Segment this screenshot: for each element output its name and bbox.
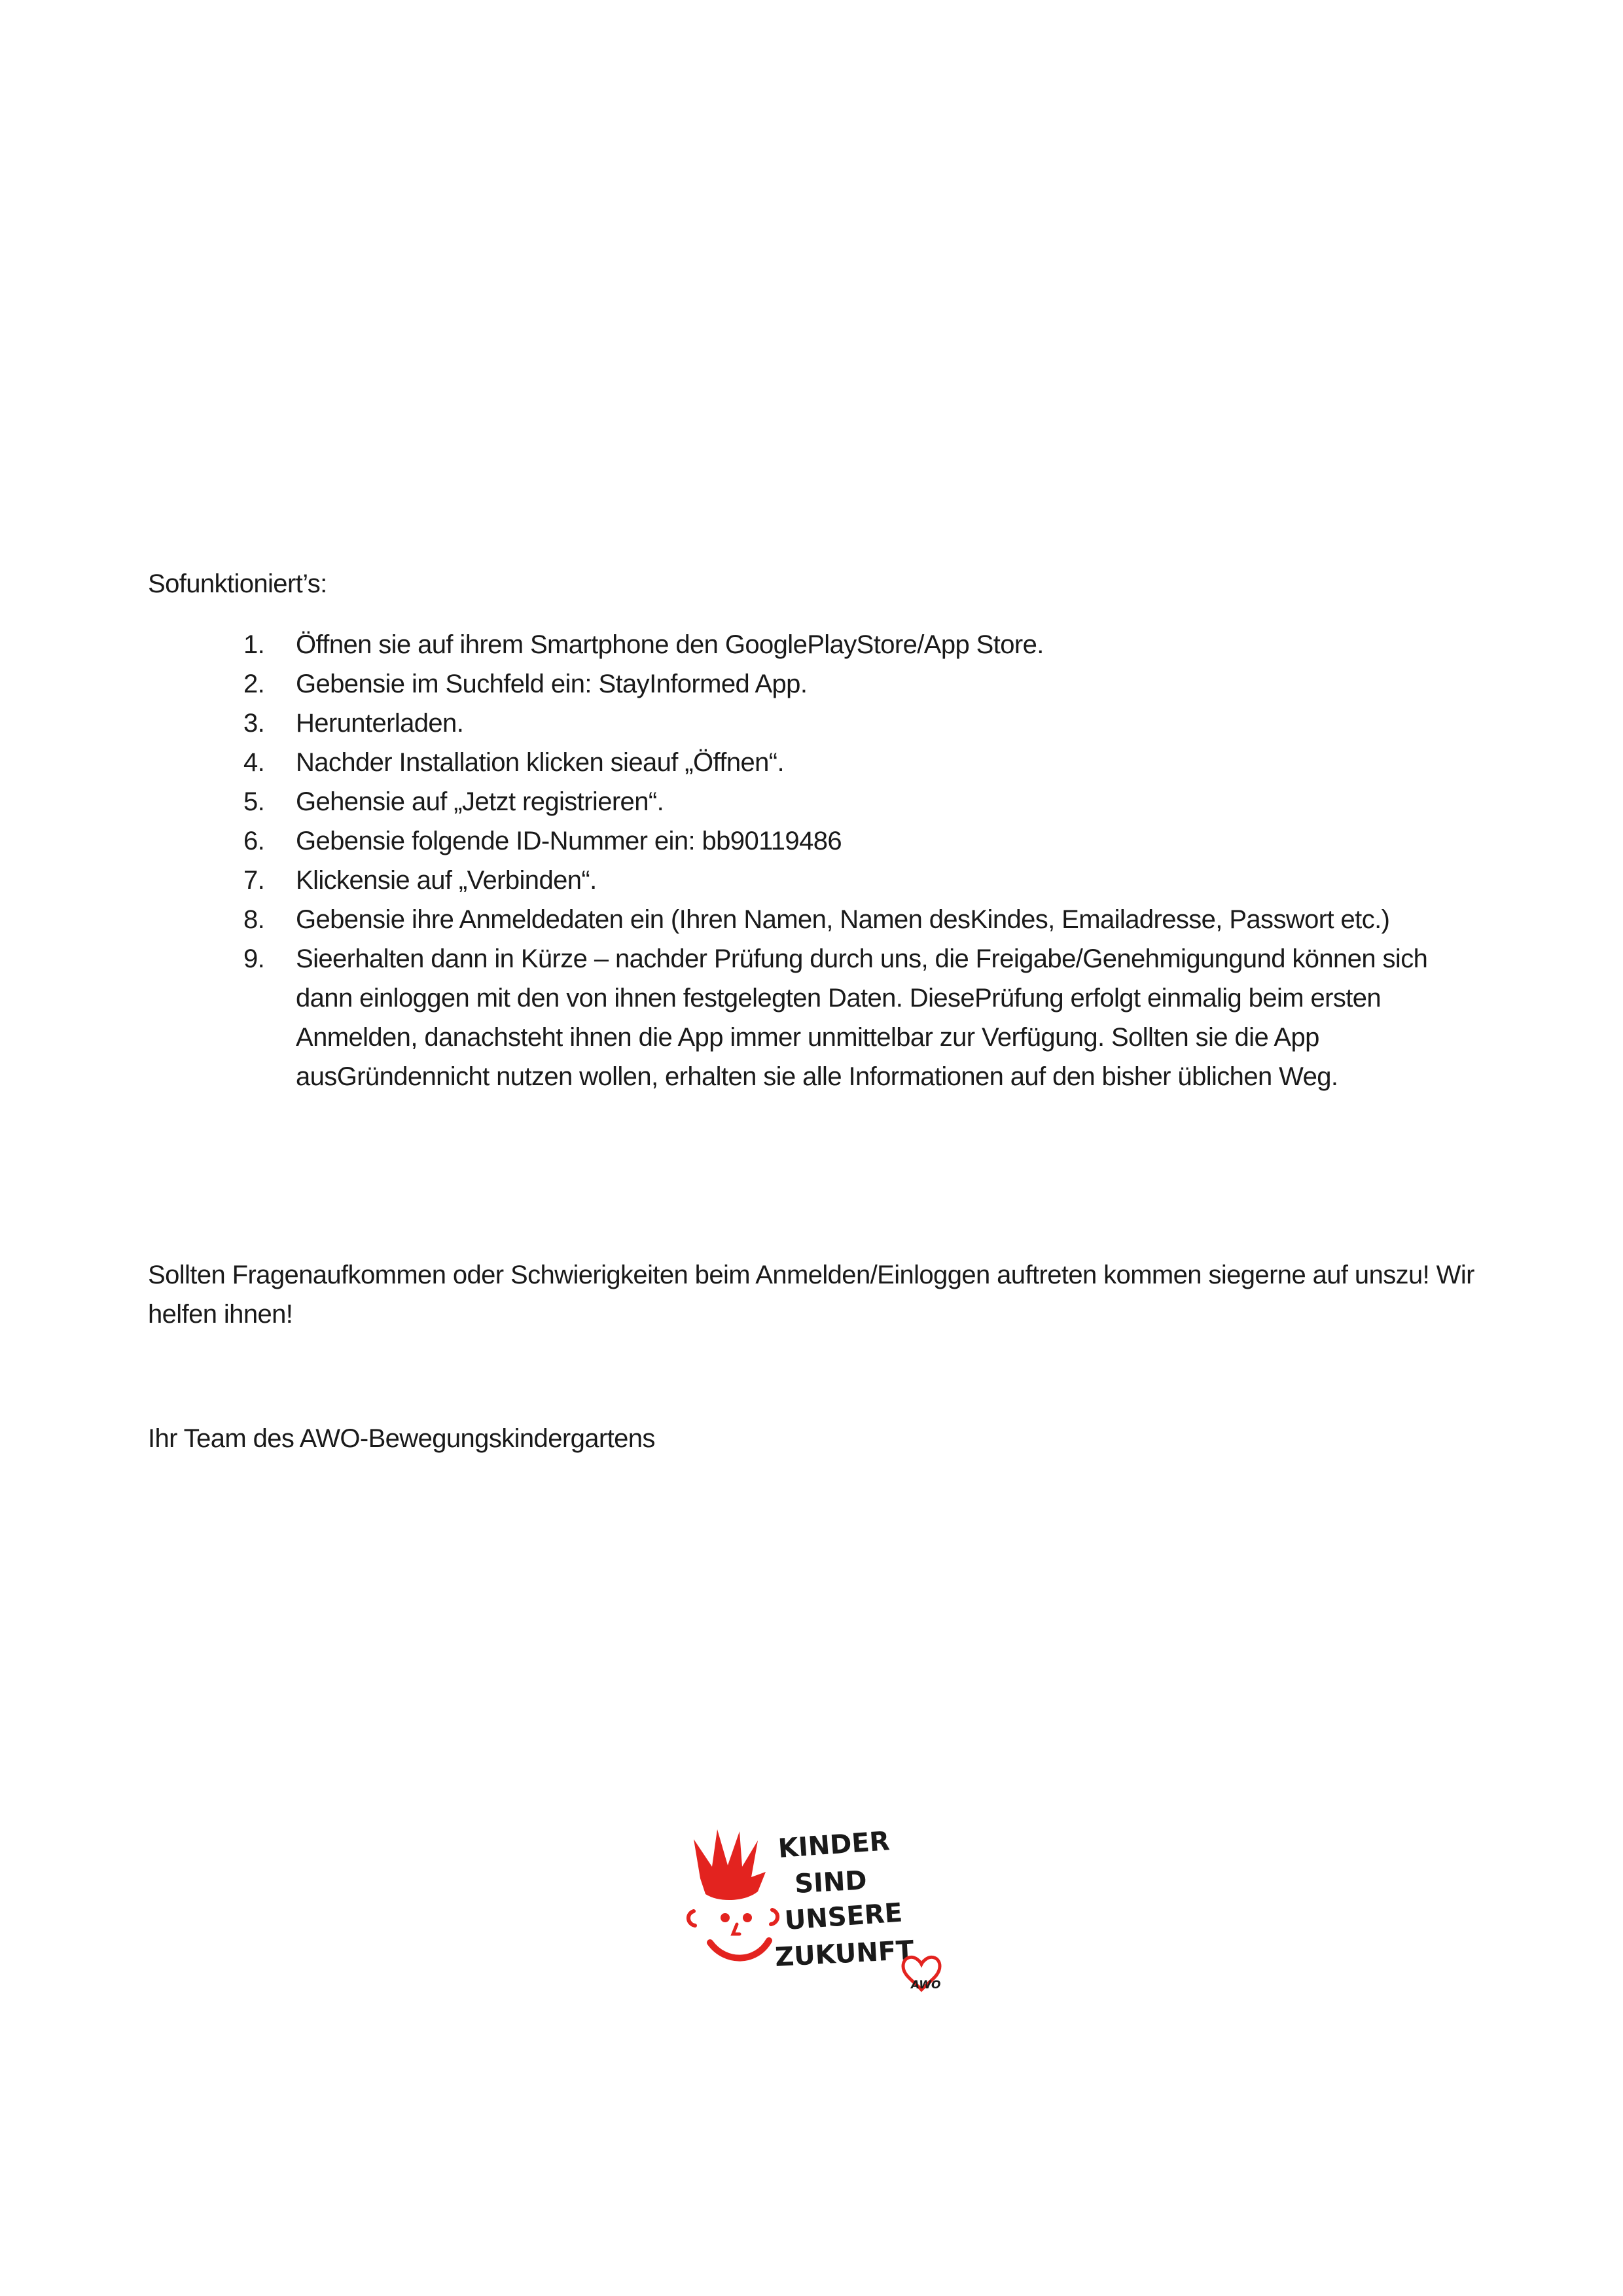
list-item bbox=[243, 743, 1487, 782]
left-ear bbox=[688, 1911, 695, 1926]
awo-brand: AWO bbox=[911, 1979, 941, 1992]
step-text: Gebensie im Suchfeld ein: StayInformed App. bbox=[296, 670, 808, 698]
nose bbox=[733, 1924, 740, 1934]
step-number: 5. bbox=[243, 787, 265, 816]
step-number: 2. bbox=[243, 670, 265, 698]
awo-logo bbox=[674, 1826, 962, 2022]
step-text: Nachder Installation klicken sieauf „Öffnen“. bbox=[296, 748, 784, 777]
list-item bbox=[243, 664, 1487, 704]
step-number: 6. bbox=[243, 827, 265, 855]
slogan-line-1: KINDER bbox=[777, 1826, 891, 1864]
step-text: Herunterladen. bbox=[296, 709, 464, 738]
slogan-line-3: UNSERE bbox=[783, 1897, 904, 1936]
step-number: 1. bbox=[243, 630, 265, 659]
step-number: 9. bbox=[243, 944, 265, 973]
step-text: Gebensie folgende ID-Nummer ein: bb90119486 bbox=[296, 827, 842, 855]
hand-hair-shape bbox=[694, 1829, 766, 1900]
slogan-line-2: SIND bbox=[794, 1865, 868, 1899]
step-text: Öffnen sie auf ihrem Smartphone den GooglePlayStore/App Store. bbox=[296, 630, 1044, 659]
left-eye bbox=[721, 1913, 730, 1922]
list-item bbox=[243, 625, 1487, 664]
instruction-list bbox=[243, 625, 1487, 1096]
smile bbox=[710, 1941, 769, 1958]
list-item bbox=[243, 821, 1487, 861]
closing-paragraph: Sollten Fragenaufkommen oder Schwierigkeiten beim Anmelden/Einloggen auftreten kommen siegerne auf unszu! Wir helfen ihnen! bbox=[148, 1261, 1474, 1329]
child-face-with-hand-hair-icon bbox=[674, 1826, 962, 2022]
step-number: 4. bbox=[243, 748, 265, 777]
step-text: Sieerhalten dann in Kürze – nachder Prüfung durch uns, die Freigabe/Genehmigungund können sich dann einloggen mit den von ihnen festgelegten Daten. DiesePrüfung erfolgt einmalig beim ersten Anmelden, danachsteht ihnen die App immer unmittelbar zur Verfügung. Sollten sie die App ausGründennicht nutzen wollen, erhalten sie alle Informationen auf den bisher üblichen Weg. bbox=[296, 944, 1428, 1091]
step-text: Gehensie auf „Jetzt registrieren“. bbox=[296, 787, 664, 816]
right-eye bbox=[743, 1913, 752, 1922]
step-number: 7. bbox=[243, 866, 265, 895]
intro-heading: Sofunktioniert’s: bbox=[148, 569, 327, 598]
list-item bbox=[243, 900, 1487, 939]
slogan-line-4: ZUKUNFT bbox=[774, 1935, 915, 1973]
right-ear bbox=[771, 1910, 777, 1924]
list-item bbox=[243, 861, 1487, 900]
list-item bbox=[243, 782, 1487, 821]
list-item bbox=[243, 939, 1487, 1096]
step-number: 3. bbox=[243, 709, 265, 738]
signoff-line: Ihr Team des AWO-Bewegungskindergartens bbox=[148, 1424, 655, 1453]
step-number: 8. bbox=[243, 905, 265, 934]
list-item bbox=[243, 704, 1487, 743]
step-text: Klickensie auf „Verbinden“. bbox=[296, 866, 597, 895]
step-text: Gebensie ihre Anmeldedaten ein (Ihren Namen, Namen desKindes, Emailadresse, Passwort etc.) bbox=[296, 905, 1390, 934]
